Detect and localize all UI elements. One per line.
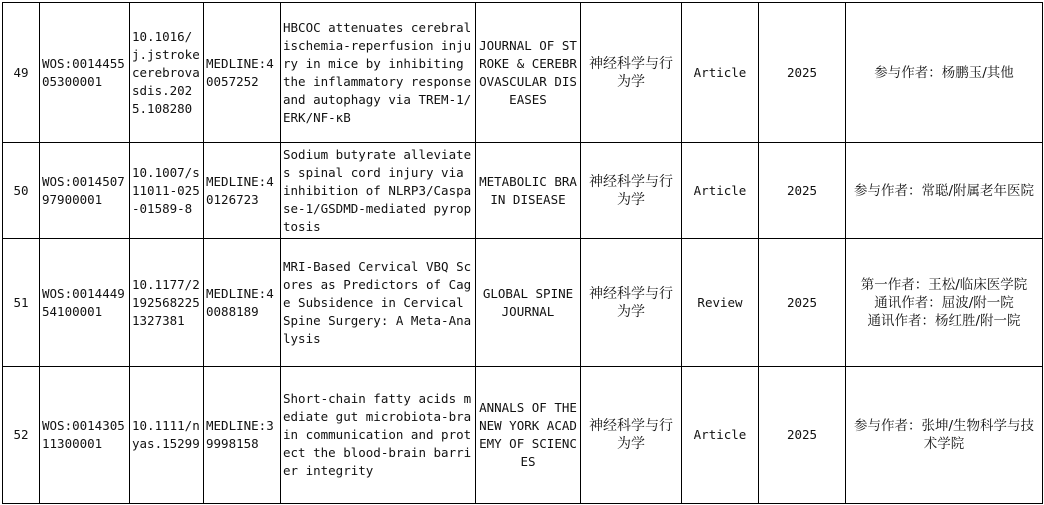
author-roles xyxy=(846,3,1043,143)
doi: 10.1016/j.jstrokecerebrovasdis.2025.108280 xyxy=(130,3,204,143)
table-row xyxy=(3,143,1043,239)
row-number: 52 xyxy=(3,367,40,504)
article-title: MRI-Based Cervical VBQ Scores as Predictors of Cage Subsidence in Cervical Spine Surgery: A Meta-Analysis xyxy=(281,239,476,367)
subject-category: 神经科学与行为学 xyxy=(581,3,682,143)
subject-category: 神经科学与行为学 xyxy=(581,143,682,239)
article-title: Sodium butyrate alleviates spinal cord injury via inhibition of NLRP3/Caspase-1/GSDMD-mediated pyroptosis xyxy=(281,143,476,239)
doi: 10.1177/21925682251327381 xyxy=(130,239,204,367)
medline-id: MEDLINE:39998158 xyxy=(204,367,281,504)
journal-name: ANNALS OF THE NEW YORK ACADEMY OF SCIENCES xyxy=(476,367,581,504)
document-type: Article xyxy=(682,3,759,143)
author-line: 第一作者：王松/临床医学院 xyxy=(860,276,1028,293)
row-number: 49 xyxy=(3,3,40,143)
author-line: 参与作者：杨鹏玉/其他 xyxy=(874,64,1014,81)
subject-category: 神经科学与行为学 xyxy=(581,367,682,504)
publication-table xyxy=(2,2,1043,504)
wos-id: WOS:001444954100001 xyxy=(40,239,130,367)
author-roles xyxy=(846,239,1043,367)
journal-name: JOURNAL OF STROKE & CEREBROVASCULAR DISEASES xyxy=(476,3,581,143)
article-title: HBCOC attenuates cerebral ischemia-reperfusion injury in mice by inhibiting the inflammatory response and autophagy via TREM-1/ERK/NF-κB xyxy=(281,3,476,143)
author-line: 参与作者：常聪/附属老年医院 xyxy=(853,182,1035,199)
publication-year: 2025 xyxy=(759,367,846,504)
row-number: 51 xyxy=(3,239,40,367)
publication-year: 2025 xyxy=(759,3,846,143)
author-roles xyxy=(846,367,1043,504)
medline-id: MEDLINE:40088189 xyxy=(204,239,281,367)
document-type: Review xyxy=(682,239,759,367)
author-roles xyxy=(846,143,1043,239)
doi: 10.1007/s11011-025-01589-8 xyxy=(130,143,204,239)
wos-id: WOS:001445505300001 xyxy=(40,3,130,143)
medline-id: MEDLINE:40126723 xyxy=(204,143,281,239)
table-row xyxy=(3,239,1043,367)
medline-id: MEDLINE:40057252 xyxy=(204,3,281,143)
document-type: Article xyxy=(682,367,759,504)
publication-year: 2025 xyxy=(759,239,846,367)
doi: 10.1111/nyas.15299 xyxy=(130,367,204,504)
article-title: Short-chain fatty acids mediate gut microbiota-brain communication and protect the blood-brain barrier integrity xyxy=(281,367,476,504)
author-line: 通讯作者：屈波/附一院 xyxy=(874,294,1014,311)
author-line: 参与作者：张坤/生物科学与技术学院 xyxy=(853,418,1035,452)
table-row xyxy=(3,367,1043,504)
author-line: 通讯作者：杨红胜/附一院 xyxy=(867,312,1021,329)
row-number: 50 xyxy=(3,143,40,239)
journal-name: METABOLIC BRAIN DISEASE xyxy=(476,143,581,239)
document-type: Article xyxy=(682,143,759,239)
publication-year: 2025 xyxy=(759,143,846,239)
journal-name: GLOBAL SPINE JOURNAL xyxy=(476,239,581,367)
table-row xyxy=(3,3,1043,143)
subject-category: 神经科学与行为学 xyxy=(581,239,682,367)
wos-id: WOS:001430511300001 xyxy=(40,367,130,504)
wos-id: WOS:001450797900001 xyxy=(40,143,130,239)
